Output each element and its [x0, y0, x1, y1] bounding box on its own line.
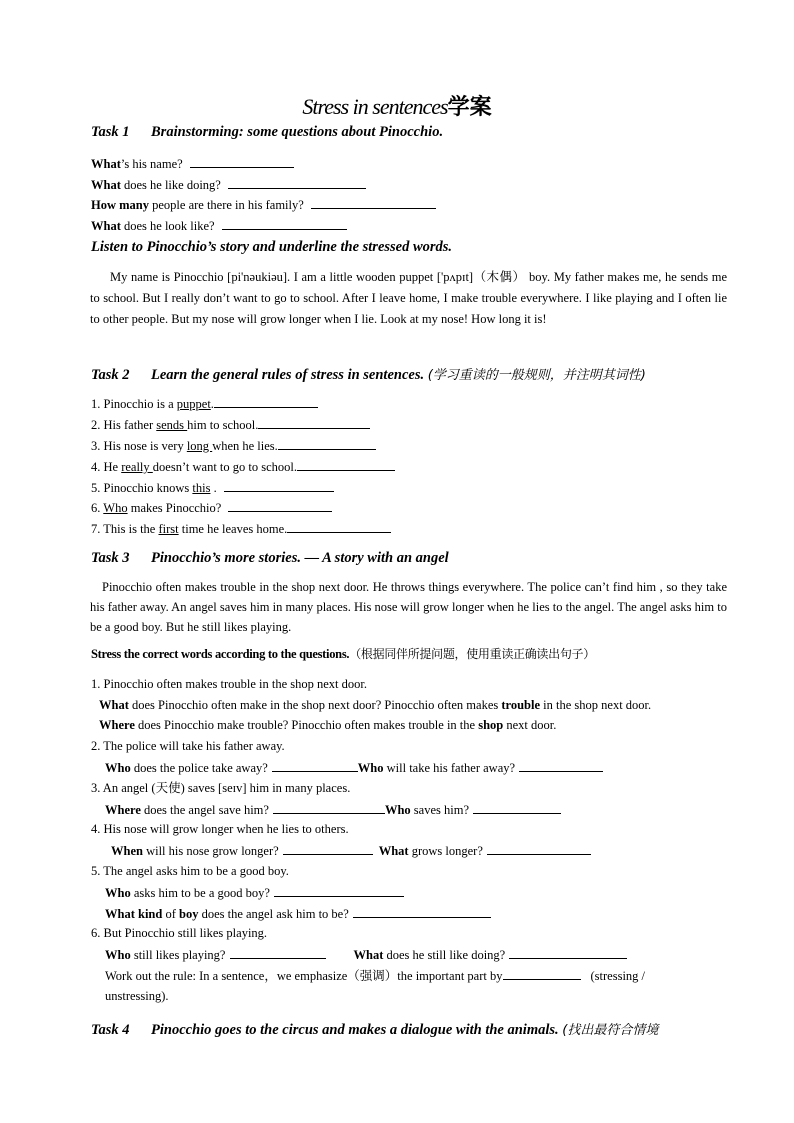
answer-blank[interactable] [258, 416, 370, 429]
answer-blank[interactable] [509, 946, 627, 959]
task1-question: How many people are there in his family? [91, 196, 436, 213]
angel-story: Pinocchio often makes trouble in the shop next door. He throws things everywhere. The police can’t find him , so they take his father away. An angel saves him in many places. His nose will grow longer when he lies to the angel. The angel asks him to be a good boy. But he still likes playing. [90, 580, 727, 634]
answer-blank[interactable] [273, 801, 385, 814]
sentence-5: 5. The angel asks him to be a good boy. [91, 864, 289, 878]
rule-item: 1. Pinocchio is a puppet. [91, 395, 318, 412]
answer-blank[interactable] [287, 520, 391, 533]
sentence-1-q2: Where does Pinocchio make trouble? Pinocchio often makes trouble in the shop next door. [99, 718, 557, 732]
answer-blank[interactable] [278, 437, 376, 450]
rule-item: 6. Who makes Pinocchio? [91, 499, 332, 516]
answer-blank[interactable] [274, 884, 404, 897]
answer-blank[interactable] [224, 479, 334, 492]
sentence-3: 3. An angel (天使) saves [seɪv] him in many places. [91, 781, 351, 795]
task1-question: What does he like doing? [91, 176, 366, 193]
sentence-5-q2: What kind of boy does the angel ask him to be? [105, 905, 491, 922]
sentence-6-questions: Who still likes playing? What does he still like doing? [105, 946, 627, 963]
pinocchio-story: My name is Pinocchio [pi'nəukiəu]. I am a little wooden puppet ['pʌpɪt]（木偶） boy. My father makes me, he sends me to school. But I really don’t want to go to school. After I leave home, I make trouble everywhere. I like playing and I often lie to other people. But my nose will grow longer when I lie. Look at my nose! How long it is! [90, 270, 727, 326]
listen-heading: Listen to Pinocchio’s story and underline the stressed words. [91, 239, 453, 255]
sentence-3-questions: Where does the angel save him? Who saves him? [105, 801, 561, 818]
task2-heading: Task 2 Learn the general rules of stress in sentences. (学习重读的一般规则，并注明其词性) [91, 367, 646, 383]
task4-heading: Task 4 Pinocchio goes to the circus and makes a dialogue with the animals. (找出最符合情境 [91, 1022, 659, 1038]
sentence-4-questions: When will his nose grow longer? What grows longer? [111, 842, 591, 859]
task1-heading: Task 1 Brainstorming: some questions about Pinocchio. [91, 124, 444, 140]
rule-item: 2. His father sends him to school. [91, 416, 370, 433]
title-cn: 学案 [447, 95, 492, 120]
answer-blank[interactable] [473, 801, 561, 814]
rule-conclusion: Work out the rule: In a sentence，we emphasize（强调）the important part by (stressing / [105, 969, 646, 983]
answer-blank[interactable] [311, 196, 436, 209]
rule-item: 3. His nose is very long when he lies. [91, 437, 376, 454]
answer-blank[interactable] [228, 176, 366, 189]
page-title: Stress in sentences学案 [302, 94, 492, 120]
answer-blank[interactable] [503, 967, 581, 980]
task3-heading: Task 3 Pinocchio’s more stories. — A story with an angel [91, 550, 449, 566]
sentence-1-q1: What does Pinocchio often make in the shop next door? Pinocchio often makes trouble in the shop next door. [99, 698, 652, 712]
answer-blank[interactable] [214, 395, 318, 408]
sentence-6: 6. But Pinocchio still likes playing. [91, 926, 268, 940]
answer-blank[interactable] [228, 499, 332, 512]
rule-conclusion-cont: unstressing). [105, 989, 169, 1003]
task1-question: What does he look like? [91, 217, 347, 234]
answer-blank[interactable] [283, 842, 373, 855]
answer-blank[interactable] [519, 759, 603, 772]
rule-item: 4. He really doesn’t want to go to school. [91, 458, 395, 475]
sentence-2: 2. The police will take his father away. [91, 739, 285, 753]
sentence-2-questions: Who does the police take away? Who will take his father away? [105, 759, 603, 776]
task3-instruction: Stress the correct words according to the questions.（根据同伴所提问题，使用重读正确读出句子） [91, 647, 595, 661]
answer-blank[interactable] [297, 458, 395, 471]
rule-item: 7. This is the first time he leaves home. [91, 520, 391, 537]
answer-blank[interactable] [272, 759, 358, 772]
answer-blank[interactable] [222, 217, 347, 230]
answer-blank[interactable] [230, 946, 326, 959]
answer-blank[interactable] [190, 155, 294, 168]
answer-blank[interactable] [353, 905, 491, 918]
rule-item: 5. Pinocchio knows this . [91, 479, 334, 496]
sentence-5-q1: Who asks him to be a good boy? [105, 884, 404, 901]
task1-question: What’s his name? [91, 155, 294, 172]
answer-blank[interactable] [487, 842, 591, 855]
sentence-4: 4. His nose will grow longer when he lies to others. [91, 822, 349, 836]
sentence-1: 1. Pinocchio often makes trouble in the shop next door. [91, 677, 367, 691]
